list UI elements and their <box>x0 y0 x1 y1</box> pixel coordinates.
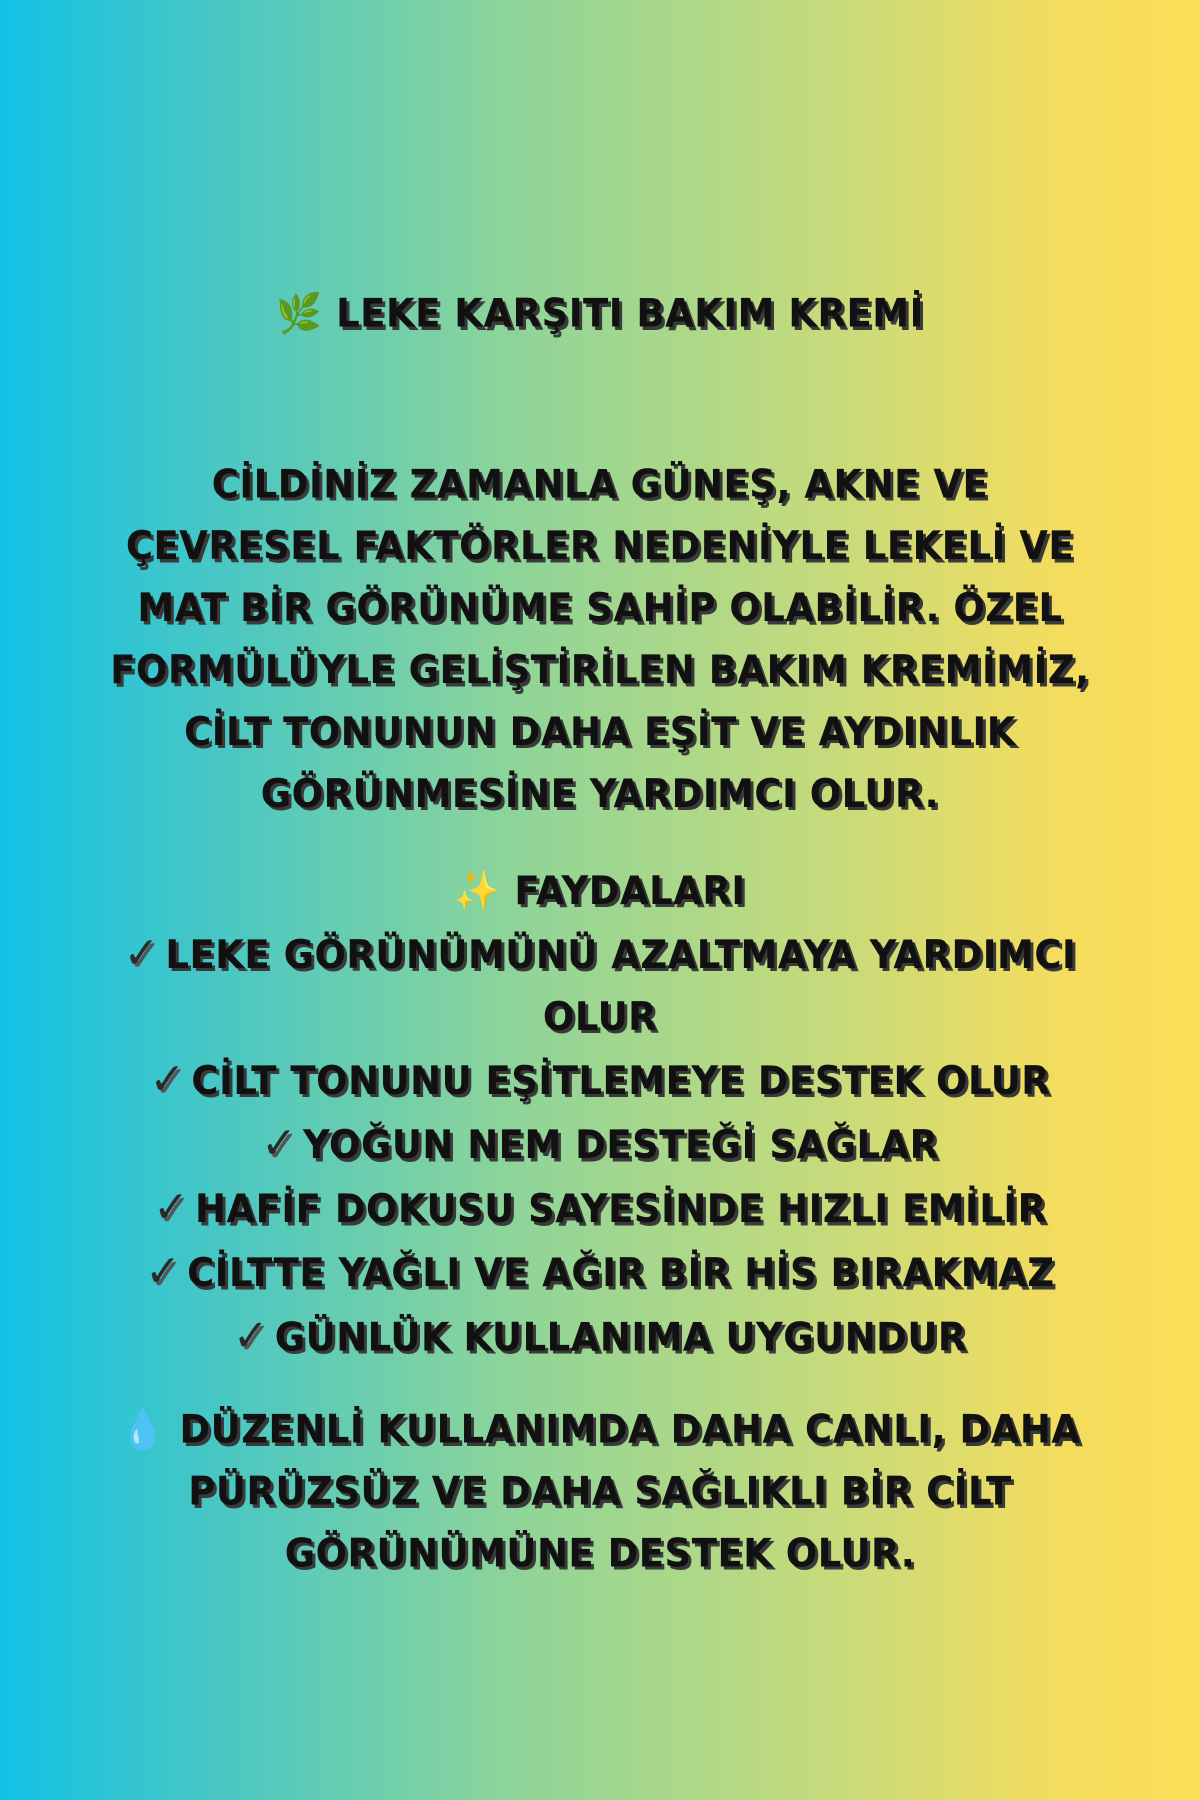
benefit-text: YOĞUN NEM DESTEĞİ SAĞLAR <box>303 1122 939 1168</box>
benefit-text: CİLT TONUNU EŞİTLEMEYE DESTEK OLUR <box>191 1058 1051 1104</box>
title-text: LEKE KARŞITI BAKIM KREMİ <box>336 290 924 337</box>
benefit-text: CİLTTE YAĞLI VE AĞIR BİR HİS BIRAKMAZ <box>187 1250 1055 1296</box>
closing-line <box>100 1399 1100 1461</box>
closing-text: DÜZENLİ KULLANIMDA DAHA CANLI, DAHA <box>179 1406 1081 1453</box>
benefits-heading <box>80 860 1120 922</box>
herb-icon: 🌿 <box>276 290 323 337</box>
sparkles-icon: ✨ <box>454 868 501 914</box>
intro-line: MAT BİR GÖRÜNÜME SAHİP OLABİLİR. ÖZEL <box>137 585 1063 631</box>
check-mark-icon: ✓ <box>153 1181 190 1233</box>
check-mark-icon: ✓ <box>123 927 160 979</box>
intro-line: CİLDİNİZ ZAMANLA GÜNEŞ, AKNE VE <box>211 461 989 507</box>
benefit-item <box>80 1112 1120 1176</box>
benefit-item-continuation: OLUR <box>542 994 658 1040</box>
benefit-text: LEKE GÖRÜNÜMÜNÜ AZALTMAYA YARDIMCI <box>165 932 1077 978</box>
check-mark-icon: ✓ <box>149 1053 186 1105</box>
benefits-heading-text: FAYDALARI <box>514 868 746 914</box>
intro-line: CİLT TONUNUN DAHA EŞİT VE AYDINLIK <box>184 709 1016 755</box>
droplet-icon: 💧 <box>119 1406 167 1453</box>
benefit-item <box>80 1048 1120 1112</box>
closing-paragraph <box>100 1399 1100 1585</box>
benefit-item <box>80 1176 1120 1240</box>
benefit-item <box>80 922 1120 986</box>
intro-paragraph <box>100 453 1100 825</box>
benefit-item <box>80 1240 1120 1304</box>
benefit-item <box>80 1304 1120 1368</box>
intro-line: GÖRÜNMESİNE YARDIMCI OLUR. <box>260 771 940 817</box>
title <box>0 283 1200 345</box>
benefit-text: HAFİF DOKUSU SAYESİNDE HIZLI EMİLİR <box>195 1186 1047 1232</box>
intro-line: ÇEVRESEL FAKTÖRLER NEDENİYLE LEKELİ VE <box>125 523 1075 569</box>
check-mark-icon: ✓ <box>145 1245 182 1297</box>
intro-line: FORMÜLÜYLE GELİŞTİRİLEN BAKIM KREMİMİZ, <box>110 647 1090 693</box>
title-line <box>0 283 1200 345</box>
benefits-section <box>80 860 1120 1368</box>
benefit-text: GÜNLÜK KULLANIMA UYGUNDUR <box>274 1314 967 1360</box>
closing-line: PÜRÜZSÜZ VE DAHA SAĞLIKLI BİR CİLT <box>188 1468 1012 1515</box>
check-mark-icon: ✓ <box>261 1117 298 1169</box>
check-mark-icon: ✓ <box>233 1309 269 1361</box>
closing-line: GÖRÜNÜMÜNE DESTEK OLUR. <box>284 1530 916 1577</box>
